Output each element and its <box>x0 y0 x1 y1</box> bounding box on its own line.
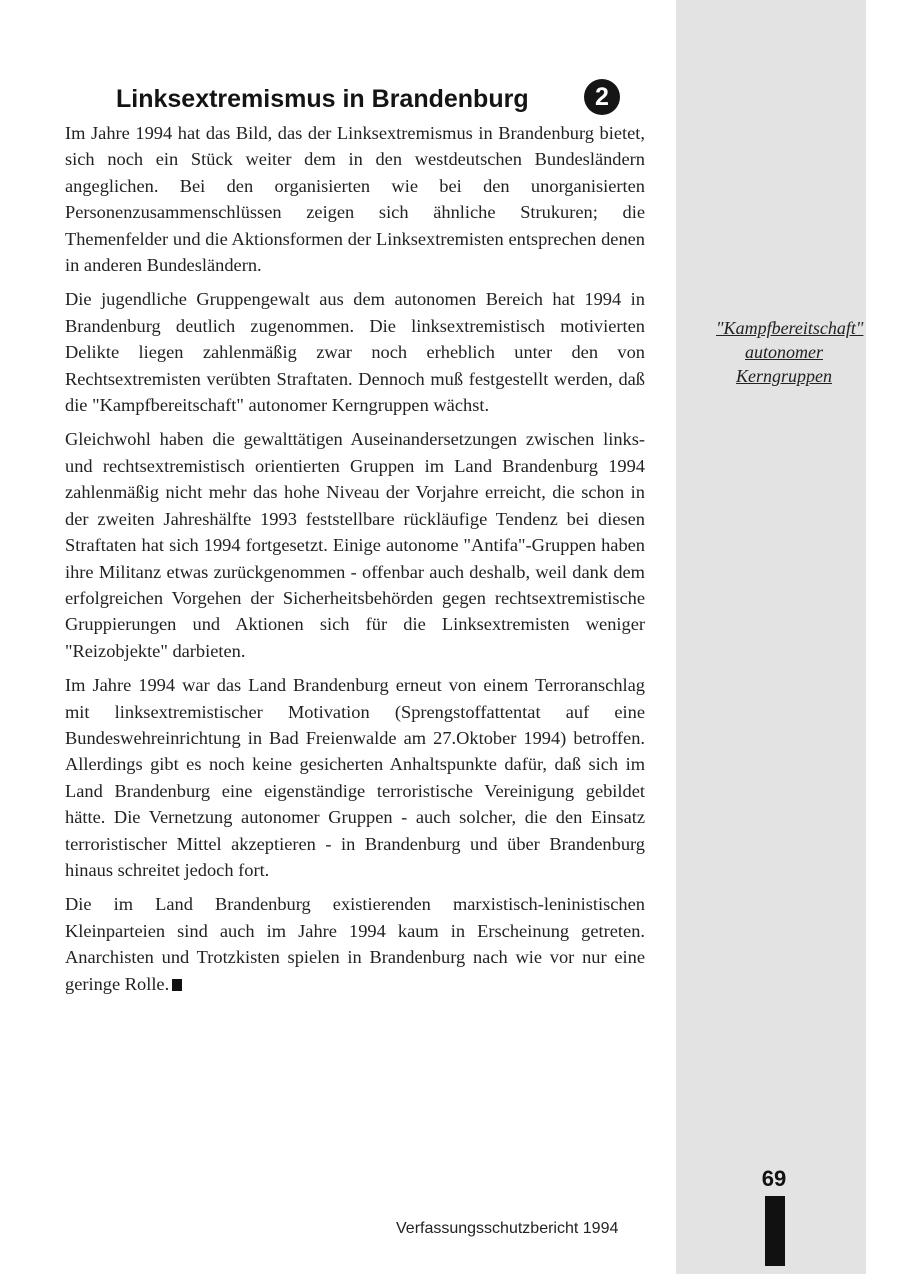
end-of-section-icon <box>172 979 182 991</box>
body-text <box>65 120 645 1005</box>
paragraph-2: Die jugendliche Gruppengewalt aus dem autonomen Bereich hat 1994 in Brandenburg deutlich zugenommen. Die linksextremistisch motivierten Delikte liegen zahlenmäßig zwar noch erheblich unter den von Rechtsextremisten verübten Straftaten. Dennoch muß festgestellt werden, daß die "Kampfbereitschaft" autonomer Kerngruppen wächst. <box>65 289 645 416</box>
margin-band <box>676 0 866 1274</box>
chapter-number-badge: 2 <box>584 79 620 115</box>
thumb-index-bar <box>765 1196 785 1266</box>
margin-note: "Kampfbereitschaft" autonomer Kerngruppen <box>716 318 864 386</box>
paragraph-4: Im Jahre 1994 war das Land Brandenburg erneut von einem Terroranschlag mit linksextremistischer Motivation (Sprengstoffattentat auf eine Bundeswehreinrichtung in Bad Freienwalde am 27.Oktober 1994) betroffen. Allerdings gibt es noch keine gesicherten Anhaltspunkte dafür, daß sich im Land Brandenburg eine eigenständige terroristische Vereinigung gebildet hätte. Die Vernetzung autonomer Gruppen - auch solcher, die den Einsatz terroristischer Mittel akzeptieren - in Brandenburg und über Brandenburg hinaus schreitet jedoch fort. <box>65 675 645 880</box>
paragraph-5 <box>65 891 645 997</box>
paragraph-1: Im Jahre 1994 hat das Bild, das der Linksextremismus in Brandenburg bietet, sich noch ein Stück weiter dem in den westdeutschen Bundesländern angeglichen. Bei den organisierten wie bei den unorganisierten Personenzusammenschlüssen zeigen sich ähnliche Strukuren; die Themenfelder und die Aktionsformen der Linksextremisten entsprechen denen in anderen Bundesländern. <box>65 123 645 276</box>
page-number: 69 <box>761 1166 787 1191</box>
page-title: Linksextremismus in Brandenburg <box>116 85 529 113</box>
paragraph-5-text: Die im Land Brandenburg existierenden marxistisch-leninistischen Kleinparteien sind auch im Jahre 1994 kaum in Erscheinung getreten. Anarchisten und Trotzkisten spielen in Brandenburg nach wie vor nur eine geringe Rolle. <box>65 894 645 994</box>
footer-text: Verfassungsschutzbericht 1994 <box>396 1220 619 1237</box>
paragraph-3: Gleichwohl haben die gewalttätigen Auseinandersetzungen zwischen links- und rechtsextremistisch orientierten Gruppen im Land Brandenburg 1994 zahlenmäßig nicht mehr das hohe Niveau der Vorjahre erreicht, die schon in der zweiten Jahreshälfte 1993 feststellbare rückläufige Tendenz bei diesen Straftaten hat sich 1994 fortgesetzt. Einige autonome "Antifa"-Gruppen haben ihre Militanz etwas zurückgenommen - offenbar auch deshalb, weil dank dem erfolgreichen Vorgehen der Sicherheitsbehörden gegen rechtsextremistische Gruppierungen und Aktionen sich für die Linksextremisten weniger "Reizobjekte" darbieten. <box>65 429 645 661</box>
